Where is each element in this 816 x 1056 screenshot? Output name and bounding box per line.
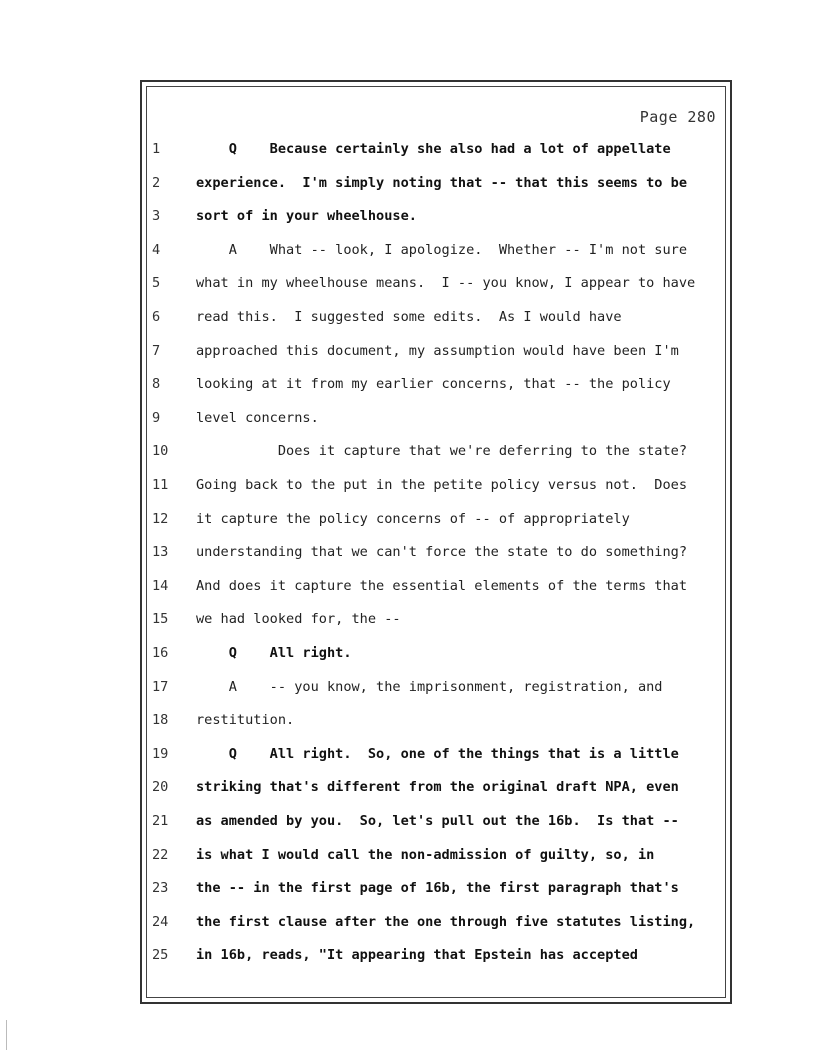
line-number: 16 (152, 645, 169, 661)
transcript-line (0, 877, 816, 899)
transcript-line (0, 474, 816, 496)
transcript-line (0, 541, 816, 563)
line-text: Q All right. (196, 645, 352, 661)
transcript-line (0, 239, 816, 261)
line-text: A -- you know, the imprisonment, registration, and (196, 678, 663, 695)
transcript-line (0, 575, 816, 597)
line-text: we had looked for, the -- (196, 611, 401, 628)
transcript-line (0, 743, 816, 765)
line-text: experience. I'm simply noting that -- that this seems to be (196, 174, 688, 191)
transcript-line (0, 340, 816, 362)
line-text: in 16b, reads, "It appearing that Epstein has accepted (196, 947, 638, 964)
line-number: 9 (152, 409, 161, 426)
line-text: it capture the policy concerns of -- of appropriately (196, 510, 630, 527)
line-number: 12 (152, 510, 169, 527)
line-text: looking at it from my earlier concerns, that -- the policy (196, 376, 671, 393)
line-number: 8 (152, 376, 161, 393)
transcript-line (0, 205, 816, 227)
line-number: 5 (152, 275, 161, 292)
line-number: 4 (152, 241, 161, 258)
line-text: Going back to the put in the petite policy versus not. Does (196, 477, 688, 493)
line-text: approached this document, my assumption would have been I'm (196, 342, 679, 359)
line-text: Q Because certainly she also had a lot of appellate (196, 141, 671, 157)
line-number: 24 (152, 913, 169, 930)
transcript-line (0, 138, 816, 160)
transcript-line (0, 608, 816, 630)
line-text: is what I would call the non-admission of guilty, so, in (196, 846, 655, 863)
line-text: the -- in the first page of 16b, the first paragraph that's (196, 880, 679, 897)
line-text: understanding that we can't force the state to do something? (196, 544, 688, 561)
line-text: what in my wheelhouse means. I -- you know, I appear to have (196, 275, 696, 292)
line-number: 6 (152, 309, 161, 325)
line-text: level concerns. (196, 409, 319, 426)
line-text: striking that's different from the original draft NPA, even (196, 779, 679, 796)
line-text: restitution. (196, 712, 295, 729)
transcript-line (0, 944, 816, 966)
page-number: Page 280 (639, 108, 716, 126)
line-number: 20 (152, 779, 169, 796)
line-number: 10 (152, 443, 169, 460)
line-number: 25 (152, 947, 169, 964)
line-number: 14 (152, 577, 169, 594)
line-number: 22 (152, 846, 169, 863)
transcript-line (0, 508, 816, 530)
line-text: And does it capture the essential elements of the terms that (196, 577, 688, 594)
transcript-line (0, 911, 816, 933)
line-text: as amended by you. So, let's pull out the 16b. Is that -- (196, 813, 679, 829)
transcript-line (0, 440, 816, 462)
transcript-line (0, 844, 816, 866)
line-number: 17 (152, 678, 169, 695)
transcript-line (0, 407, 816, 429)
line-number: 3 (152, 208, 161, 225)
transcript-line (0, 642, 816, 664)
scan-artifact (6, 1020, 7, 1050)
line-text: Does it capture that we're deferring to the state? (196, 443, 688, 460)
transcript-line (0, 272, 816, 294)
transcript-line (0, 709, 816, 731)
transcript-line (0, 810, 816, 832)
line-number: 18 (152, 712, 169, 729)
transcript-line (0, 172, 816, 194)
line-number: 19 (152, 745, 169, 762)
line-number: 15 (152, 611, 169, 628)
transcript-line (0, 776, 816, 798)
line-number: 2 (152, 174, 161, 191)
transcript-line (0, 676, 816, 698)
line-number: 11 (152, 477, 169, 493)
line-number: 23 (152, 880, 169, 897)
line-number: 13 (152, 544, 169, 561)
line-text: Q All right. So, one of the things that is a little (196, 745, 679, 762)
line-text: the first clause after the one through five statutes listing, (196, 913, 696, 930)
line-text: A What -- look, I apologize. Whether -- I'm not sure (196, 241, 688, 258)
line-text: read this. I suggested some edits. As I would have (196, 309, 622, 325)
line-number: 1 (152, 141, 161, 157)
line-text: sort of in your wheelhouse. (196, 208, 417, 225)
line-number: 21 (152, 813, 169, 829)
transcript-line (0, 373, 816, 395)
transcript-line (0, 306, 816, 328)
line-number: 7 (152, 342, 161, 359)
